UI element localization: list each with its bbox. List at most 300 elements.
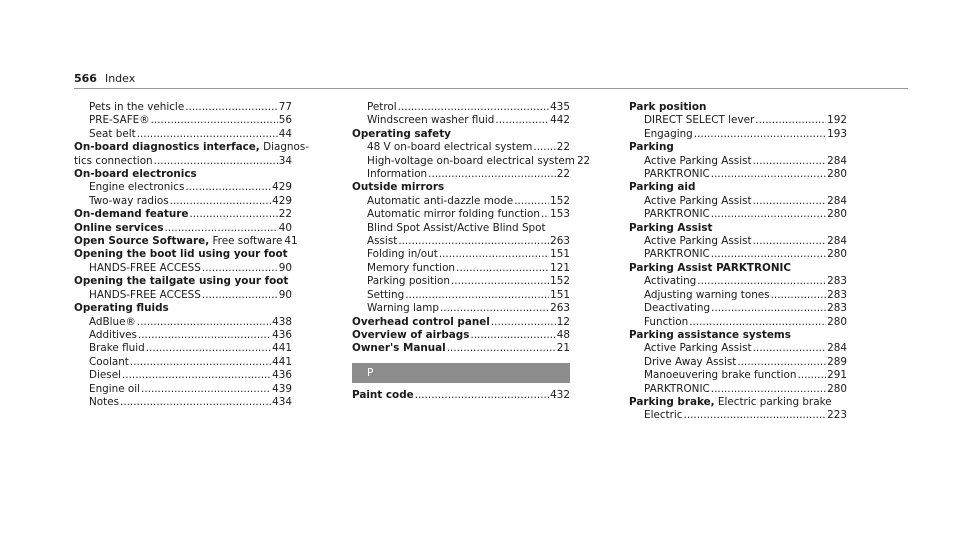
- entry-text: Engine oil: [89, 382, 141, 395]
- entry-term: [74, 275, 288, 288]
- index-subentry: [352, 101, 570, 114]
- entry-term: [89, 316, 136, 329]
- page-reference[interactable]: 48: [556, 328, 570, 341]
- index-subentry: [74, 128, 292, 141]
- entry-text: Notes: [89, 395, 120, 408]
- index-entry: [629, 262, 847, 275]
- dot-leader: [202, 262, 278, 275]
- entry-text: Activating: [644, 275, 697, 288]
- entry-term: [352, 389, 414, 402]
- entry-term: [352, 329, 469, 342]
- index-subentry: [74, 195, 292, 208]
- entry-keyword: Park position: [629, 101, 707, 113]
- dot-leader: [711, 168, 826, 181]
- entry-term: [367, 248, 438, 261]
- entry-text: High-voltage on-board electrical system: [367, 154, 575, 167]
- entry-term: [89, 369, 121, 382]
- dot-leader: [189, 208, 277, 221]
- entry-term: [74, 141, 309, 154]
- dot-leader: [447, 342, 556, 355]
- index-entry: [74, 275, 292, 288]
- page-reference[interactable]: 263: [550, 235, 570, 248]
- page-reference[interactable]: 151: [550, 288, 570, 301]
- index-subentry: [352, 195, 570, 208]
- page-reference[interactable]: 436: [272, 369, 292, 382]
- dot-leader: [146, 342, 271, 355]
- entry-text: Adjusting warning tones: [644, 288, 770, 301]
- index-subentry: [74, 383, 292, 396]
- entry-text: PARKTRONIC: [644, 382, 710, 395]
- dot-leader: [753, 342, 827, 355]
- index-subentry: [629, 128, 847, 141]
- page-reference[interactable]: 22: [556, 168, 570, 181]
- page-reference[interactable]: 280: [827, 382, 847, 395]
- entry-keyword: Parking Assist: [629, 221, 713, 234]
- entry-term: [644, 235, 752, 248]
- entry-text: Diesel: [89, 369, 121, 382]
- entry-term: [367, 275, 450, 288]
- dot-leader: [151, 114, 278, 127]
- page-reference[interactable]: 284: [827, 194, 847, 207]
- page-reference[interactable]: 22: [576, 154, 591, 167]
- dot-leader: [165, 222, 278, 235]
- entry-text: Two-way radios: [89, 194, 169, 207]
- index-entry: [352, 389, 570, 402]
- index-subentry: [352, 222, 570, 235]
- entry-term: [644, 275, 696, 288]
- index-entry: [629, 101, 847, 114]
- dot-leader: [170, 195, 272, 208]
- dot-leader: [684, 409, 827, 422]
- entry-term: [629, 141, 674, 154]
- entry-keyword: Parking brake,: [629, 395, 715, 408]
- page-reference[interactable]: 283: [827, 302, 847, 315]
- dot-leader: [141, 383, 271, 396]
- entry-term: [644, 248, 710, 261]
- page-reference[interactable]: 280: [827, 248, 847, 261]
- page-reference[interactable]: 429: [272, 194, 292, 207]
- entry-keyword: Parking: [629, 141, 674, 154]
- entry-term: [644, 316, 688, 329]
- index-entry: [629, 329, 847, 342]
- index-subentry: [629, 369, 847, 382]
- page-reference[interactable]: 442: [550, 114, 570, 127]
- entry-term: [352, 128, 451, 141]
- entry-keyword: Online services: [74, 221, 164, 234]
- dot-leader: [185, 181, 271, 194]
- section-title: Index: [104, 72, 136, 85]
- entry-text: Active Parking Assist: [644, 154, 752, 167]
- page-reference[interactable]: 441: [272, 342, 292, 355]
- entry-term: [89, 289, 201, 302]
- entry-term: [367, 155, 575, 168]
- entry-term: [629, 262, 791, 275]
- entry-text: Coolant: [89, 355, 129, 368]
- entry-term: [74, 302, 169, 315]
- page-reference[interactable]: 284: [827, 235, 847, 248]
- dot-leader: [439, 248, 549, 261]
- entry-keyword: Owner's Manual: [352, 342, 446, 355]
- entry-text: Parking position: [367, 275, 450, 288]
- index-subentry: [352, 262, 570, 275]
- page-reference[interactable]: 289: [827, 355, 847, 368]
- dot-leader: [711, 383, 826, 396]
- index-entry: [74, 141, 310, 154]
- entry-text: Setting: [367, 288, 405, 301]
- page-reference[interactable]: 22: [556, 141, 570, 154]
- index-column-3: [629, 101, 847, 423]
- index-subentry: [629, 316, 847, 329]
- dot-leader: [451, 275, 549, 288]
- entry-term: [74, 168, 197, 181]
- entry-term: [367, 262, 455, 275]
- page-reference[interactable]: 77: [278, 101, 292, 113]
- entry-text: HANDS-FREE ACCESS: [89, 261, 201, 274]
- entry-term: [644, 195, 752, 208]
- entry-text: Pets in the vehicle: [89, 101, 185, 113]
- index-subentry: [352, 208, 570, 221]
- index-entry: [629, 181, 847, 194]
- index-entry: [629, 222, 847, 235]
- index-entry: [74, 302, 292, 315]
- index-entry: [352, 128, 570, 141]
- entry-keyword: Parking assistance systems: [629, 328, 791, 341]
- entry-term: [629, 222, 713, 235]
- entry-term: [644, 302, 710, 315]
- page-reference[interactable]: 90: [278, 288, 292, 301]
- entry-term: [367, 289, 404, 302]
- entry-text: PARKTRONIC: [644, 208, 710, 221]
- index-subentry: [352, 235, 570, 248]
- entry-keyword: Open Source Software,: [74, 235, 210, 248]
- index-entry: [74, 222, 292, 235]
- index-subentry: [629, 195, 847, 208]
- dot-leader: [415, 389, 549, 402]
- index-subentry: [74, 369, 292, 382]
- dot-leader: [797, 369, 826, 382]
- index-entry: [352, 329, 570, 342]
- entry-text: Information: [367, 168, 428, 181]
- index-subentry: [74, 342, 292, 355]
- dot-leader: [202, 289, 278, 302]
- index-entry: [352, 342, 570, 355]
- page-reference[interactable]: 435: [550, 101, 570, 113]
- dot-leader: [154, 155, 278, 168]
- entry-text: Manoeuvering brake function: [644, 369, 797, 382]
- dot-leader: [122, 369, 271, 382]
- entry-term: [367, 141, 532, 154]
- entry-term: [644, 168, 710, 181]
- entry-term: [367, 195, 513, 208]
- entry-term: [367, 168, 427, 181]
- entry-text: PARKTRONIC: [644, 248, 710, 261]
- entry-term: [89, 181, 184, 194]
- dot-leader: [697, 275, 826, 288]
- entry-term: [74, 208, 188, 221]
- index-subentry: [629, 409, 847, 422]
- entry-text: PRE-SAFE®: [89, 114, 150, 127]
- letter-heading: P: [352, 363, 570, 383]
- entry-term: [89, 195, 169, 208]
- entry-term: [89, 356, 129, 369]
- entry-term: [629, 396, 832, 409]
- entry-keyword: On-board diagnostics interface,: [74, 141, 260, 154]
- page-reference[interactable]: 280: [827, 315, 847, 328]
- dot-leader: [689, 316, 826, 329]
- entry-text: 48 V on-board electrical system: [367, 141, 533, 154]
- dot-leader: [398, 235, 549, 248]
- entry-term: [89, 383, 140, 396]
- entry-keyword: Parking aid: [629, 181, 696, 194]
- index-subentry: [352, 154, 591, 168]
- page-reference[interactable]: 284: [827, 342, 847, 355]
- page-reference[interactable]: 280: [827, 208, 847, 221]
- entry-term: [367, 208, 540, 221]
- entry-term: [89, 329, 137, 342]
- entry-term: [644, 114, 754, 127]
- entry-text: Diagnos-: [259, 141, 310, 154]
- entry-term: [629, 101, 706, 114]
- entry-term: [74, 248, 288, 261]
- index-subentry: [352, 141, 570, 154]
- entry-text: Automatic anti-dazzle mode: [367, 194, 514, 207]
- entry-text: Automatic mirror folding function: [367, 208, 540, 221]
- index-entry: [629, 396, 847, 409]
- dot-leader: [771, 289, 827, 302]
- entry-keyword: On-board electronics: [74, 168, 197, 181]
- page-reference[interactable]: 153: [550, 208, 570, 221]
- dot-leader: [428, 168, 556, 181]
- index-subentry: [74, 289, 292, 302]
- entry-text: Petrol: [367, 101, 397, 113]
- entry-term: [352, 181, 444, 194]
- page-reference[interactable]: 44: [278, 127, 292, 140]
- entry-term: [89, 396, 119, 409]
- index-subentry: [629, 289, 847, 302]
- dot-leader: [130, 356, 271, 369]
- page-reference[interactable]: 432: [550, 388, 570, 401]
- index-subentry: [629, 302, 847, 315]
- entry-text: Drive Away Assist: [644, 355, 737, 368]
- page-reference[interactable]: 434: [272, 395, 292, 408]
- entry-text: Memory function: [367, 261, 456, 274]
- page-reference[interactable]: 152: [550, 194, 570, 207]
- page-reference[interactable]: 90: [278, 261, 292, 274]
- entry-term: [367, 302, 439, 315]
- index-subentry: [629, 342, 847, 355]
- entry-text: Blind Spot Assist/Active Blind Spot: [367, 221, 546, 234]
- index-entry: [352, 316, 570, 329]
- entry-text: tics connection: [74, 154, 153, 167]
- index-subentry: [629, 275, 847, 288]
- entry-keyword: Parking Assist PARKTRONIC: [629, 261, 792, 274]
- entry-term: [644, 383, 710, 396]
- entry-term: [89, 128, 136, 141]
- entry-term: [629, 181, 695, 194]
- entry-term: [644, 342, 752, 355]
- index-subentry: [352, 289, 570, 302]
- page-reference[interactable]: 12: [556, 315, 570, 328]
- index-entry: [74, 155, 292, 168]
- entry-term: [367, 114, 494, 127]
- entry-text: Free software: [209, 235, 283, 248]
- entry-term: [367, 222, 546, 235]
- dot-leader: [711, 302, 826, 315]
- entry-text: Electric parking brake: [714, 395, 832, 408]
- index-column-1: [74, 101, 310, 409]
- page-reference[interactable]: 21: [556, 342, 570, 355]
- page-reference[interactable]: 152: [550, 275, 570, 288]
- entry-term: [74, 222, 164, 235]
- index-subentry: [352, 302, 570, 315]
- page-reference[interactable]: 263: [550, 302, 570, 315]
- dot-leader: [137, 128, 278, 141]
- entry-term: [352, 316, 490, 329]
- entry-term: [89, 342, 145, 355]
- dot-leader: [137, 316, 271, 329]
- page-reference[interactable]: 441: [272, 355, 292, 368]
- entry-text: Engaging: [644, 127, 693, 140]
- entry-text: Active Parking Assist: [644, 235, 752, 248]
- dot-leader: [470, 329, 555, 342]
- entry-text: Warning lamp: [367, 302, 439, 315]
- entry-term: [644, 208, 710, 221]
- dot-leader: [753, 235, 827, 248]
- entry-text: Engine electronics: [89, 181, 185, 194]
- index-subentry: [74, 356, 292, 369]
- dot-leader: [398, 101, 550, 114]
- page-reference[interactable]: 40: [278, 221, 292, 234]
- entry-term: [74, 235, 282, 248]
- entry-text: Additives: [89, 328, 137, 341]
- page-reference[interactable]: 291: [827, 369, 847, 382]
- entry-text: AdBlue®: [89, 315, 136, 328]
- index-subentry: [629, 168, 847, 181]
- dot-leader: [755, 114, 826, 127]
- dot-leader: [120, 396, 271, 409]
- index-subentry: [352, 248, 570, 261]
- dot-leader: [753, 195, 827, 208]
- index-subentry: [629, 248, 847, 261]
- entry-keyword: Opening the tailgate using your foot: [74, 275, 289, 288]
- entry-keyword: On-demand feature: [74, 208, 189, 221]
- entry-text: PARKTRONIC: [644, 168, 710, 181]
- entry-term: [644, 289, 770, 302]
- page-reference[interactable]: 283: [827, 288, 847, 301]
- index-entry: [352, 181, 570, 194]
- entry-keyword: Operating safety: [352, 127, 451, 140]
- dot-leader: [737, 356, 826, 369]
- entry-term: [644, 128, 693, 141]
- entry-text: Seat belt: [89, 127, 136, 140]
- dot-leader: [185, 101, 278, 114]
- page-reference[interactable]: 438: [272, 315, 292, 328]
- index-subentry: [629, 155, 847, 168]
- entry-text: Function: [644, 315, 689, 328]
- index-entry: [74, 208, 292, 221]
- entry-text: Electric: [644, 409, 683, 422]
- dot-leader: [405, 289, 549, 302]
- entry-text: HANDS-FREE ACCESS: [89, 288, 201, 301]
- dot-leader: [138, 329, 271, 342]
- dot-leader: [711, 208, 826, 221]
- entry-term: [644, 369, 796, 382]
- entry-term: [629, 329, 791, 342]
- index-subentry: [74, 329, 292, 342]
- entry-term: [367, 101, 397, 114]
- entry-keyword: Overview of airbags: [352, 328, 470, 341]
- entry-term: [74, 155, 153, 168]
- page-reference[interactable]: 41: [284, 235, 298, 248]
- entry-text: Brake fluid: [89, 342, 145, 355]
- page-reference[interactable]: 22: [278, 208, 292, 221]
- dot-leader: [694, 128, 826, 141]
- entry-term: [644, 155, 752, 168]
- page-reference[interactable]: 223: [827, 409, 847, 422]
- index-subentry: [629, 208, 847, 221]
- page-number: 566: [74, 72, 97, 85]
- index-subentry: [629, 383, 847, 396]
- dot-leader: [753, 155, 827, 168]
- dot-leader: [533, 141, 555, 154]
- index-subentry: [74, 101, 292, 114]
- index-subentry: [352, 168, 570, 181]
- entry-term: [89, 101, 184, 114]
- index-subentry: [629, 356, 847, 369]
- page-reference[interactable]: 34: [278, 154, 292, 167]
- entry-keyword: Operating fluids: [74, 302, 169, 315]
- page-reference[interactable]: 193: [827, 127, 847, 140]
- page-reference[interactable]: 439: [272, 382, 292, 395]
- index-subentry: [74, 181, 292, 194]
- entry-term: [367, 235, 397, 248]
- entry-text: Deactivating: [644, 302, 711, 315]
- page-reference[interactable]: 436: [272, 328, 292, 341]
- index-entry: [74, 248, 292, 261]
- entry-term: [352, 342, 446, 355]
- index-subentry: [629, 114, 847, 127]
- page-reference[interactable]: 284: [827, 154, 847, 167]
- page-reference[interactable]: 56: [278, 114, 292, 127]
- index-subentry: [352, 114, 570, 127]
- index-subentry: [352, 275, 570, 288]
- entry-keyword: Opening the boot lid using your foot: [74, 248, 288, 261]
- dot-leader: [440, 302, 549, 315]
- page-reference[interactable]: 283: [827, 275, 847, 288]
- page-reference[interactable]: 192: [827, 114, 847, 127]
- dot-leader: [541, 208, 549, 221]
- index-column-2: [352, 101, 591, 402]
- index-entry: [74, 235, 298, 248]
- page-reference[interactable]: 121: [550, 261, 570, 274]
- index-entry: [74, 168, 292, 181]
- entry-term: [89, 262, 201, 275]
- dot-leader: [514, 195, 549, 208]
- entry-text: Active Parking Assist: [644, 342, 752, 355]
- index-subentry: [74, 396, 292, 409]
- index-entry: [629, 141, 847, 154]
- entry-text: DIRECT SELECT lever: [644, 114, 755, 127]
- page-reference[interactable]: 151: [550, 248, 570, 261]
- page-reference[interactable]: 429: [272, 181, 292, 194]
- page-reference[interactable]: 280: [827, 168, 847, 181]
- index-subentry: [74, 316, 292, 329]
- dot-leader: [495, 114, 549, 127]
- entry-term: [644, 356, 736, 369]
- page-header: [74, 72, 135, 86]
- dot-leader: [491, 316, 556, 329]
- header-divider: [74, 88, 908, 89]
